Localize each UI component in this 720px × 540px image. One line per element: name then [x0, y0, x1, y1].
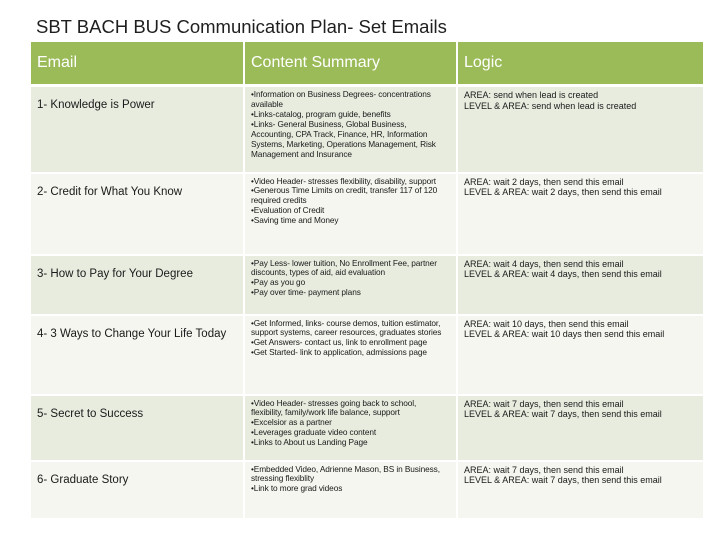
- email-name: 2- Credit for What You Know: [37, 185, 183, 198]
- table-header-row: [31, 42, 703, 86]
- summary-cell: [244, 395, 457, 461]
- summary-item: •Information on Business Degrees- concentrations available: [251, 89, 431, 109]
- logic-item: LEVEL & AREA: wait 10 days then send this email: [464, 329, 665, 340]
- email-name: 1- Knowledge is Power: [37, 99, 155, 111]
- logic-item: LEVEL & AREA: send when lead is created: [464, 100, 637, 111]
- summary-cell: [244, 255, 457, 315]
- table-row: [31, 86, 703, 173]
- summary-item: •Pay over time- payment plans: [251, 287, 361, 298]
- summary-item: •Excelsior as a partner: [251, 417, 332, 428]
- summary-item: •Leverages graduate video content: [251, 427, 377, 438]
- logic-item: AREA: wait 7 days, then send this email: [464, 398, 624, 409]
- communication-plan-table: [31, 42, 703, 520]
- logic-item: AREA: wait 2 days, then send this email: [464, 176, 624, 187]
- email-name: 3- How to Pay for Your Degree: [37, 267, 193, 280]
- table-row: [31, 315, 703, 395]
- logic-cell: [457, 315, 703, 395]
- logic-item: AREA: send when lead is created: [464, 90, 599, 100]
- logic-cell: [457, 461, 703, 519]
- email-name: 5- Secret to Success: [37, 407, 144, 420]
- summary-item: •Embedded Video, Adrienne Mason, BS in Business, stressing flexiblity: [251, 463, 440, 484]
- summary-item: •Get Informed, links- course demos, tuition estimator, support systems, career resources, graduates stories: [251, 317, 442, 338]
- table-row: [31, 395, 703, 461]
- summary-item: •Pay Less- lower tuition, No Enrollment Fee, partner discounts, types of aid, aid evaluation: [251, 257, 437, 278]
- summary-item: •Links to About us Landing Page: [251, 437, 368, 448]
- summary-cell: [244, 315, 457, 395]
- email-cell: [31, 86, 244, 173]
- summary-item: •Generous Time Limits on credit, transfer 117 of 120 required credits: [251, 185, 438, 206]
- email-name: 6- Graduate Story: [37, 473, 129, 486]
- logic-cell: [457, 255, 703, 315]
- logic-cell: [457, 173, 703, 255]
- summary-cell: [244, 461, 457, 519]
- logic-item: AREA: wait 10 days, then send this email: [464, 318, 629, 329]
- table-row: [31, 255, 703, 315]
- logic-item: LEVEL & AREA: wait 7 days, then send this email: [464, 409, 662, 420]
- header-logic: Logic: [457, 42, 703, 86]
- logic-item: AREA: wait 7 days, then send this email: [464, 464, 624, 475]
- summary-cell: [244, 173, 457, 255]
- summary-item: •Links-catalog, program guide, benefits: [251, 108, 391, 119]
- summary-item: •Video Header- stresses flexibility, disability, support: [251, 175, 436, 186]
- summary-item: •Links- General Business, Global Business, Accounting, CPA Track, Finance, HR, Information Systems, Marketing, Operations Management, Risk Management and Insurance: [251, 118, 436, 159]
- email-cell: [31, 461, 244, 519]
- summary-item: •Saving time and Money: [251, 215, 339, 226]
- summary-item: •Get Started- link to application, admissions page: [251, 347, 427, 358]
- header-email: Email: [31, 42, 244, 86]
- email-cell: [31, 315, 244, 395]
- summary-item: •Get Answers- contact us, link to enrollment page: [251, 337, 428, 348]
- logic-item: LEVEL & AREA: wait 7 days, then send this email: [464, 475, 662, 486]
- summary-cell: [244, 86, 457, 173]
- table-row: [31, 173, 703, 255]
- email-cell: [31, 395, 244, 461]
- logic-cell: [457, 395, 703, 461]
- table-row: [31, 461, 703, 519]
- logic-item: AREA: wait 4 days, then send this email: [464, 258, 624, 269]
- logic-cell: [457, 86, 703, 173]
- email-name: 4- 3 Ways to Change Your Life Today: [37, 327, 227, 340]
- email-cell: [31, 173, 244, 255]
- logic-item: LEVEL & AREA: wait 2 days, then send this email: [464, 187, 662, 198]
- email-cell: [31, 255, 244, 315]
- summary-item: •Pay as you go: [251, 277, 306, 288]
- header-content-summary: Content Summary: [244, 42, 457, 86]
- summary-item: •Video Header- stresses going back to school, flexibility, family/work life balance, support: [251, 397, 417, 418]
- summary-item: •Link to more grad videos: [251, 483, 343, 494]
- summary-item: •Evaluation of Credit: [251, 205, 325, 216]
- page-title: SBT BACH BUS Communication Plan- Set Emails: [36, 16, 447, 37]
- logic-item: LEVEL & AREA: wait 4 days, then send this email: [464, 269, 662, 280]
